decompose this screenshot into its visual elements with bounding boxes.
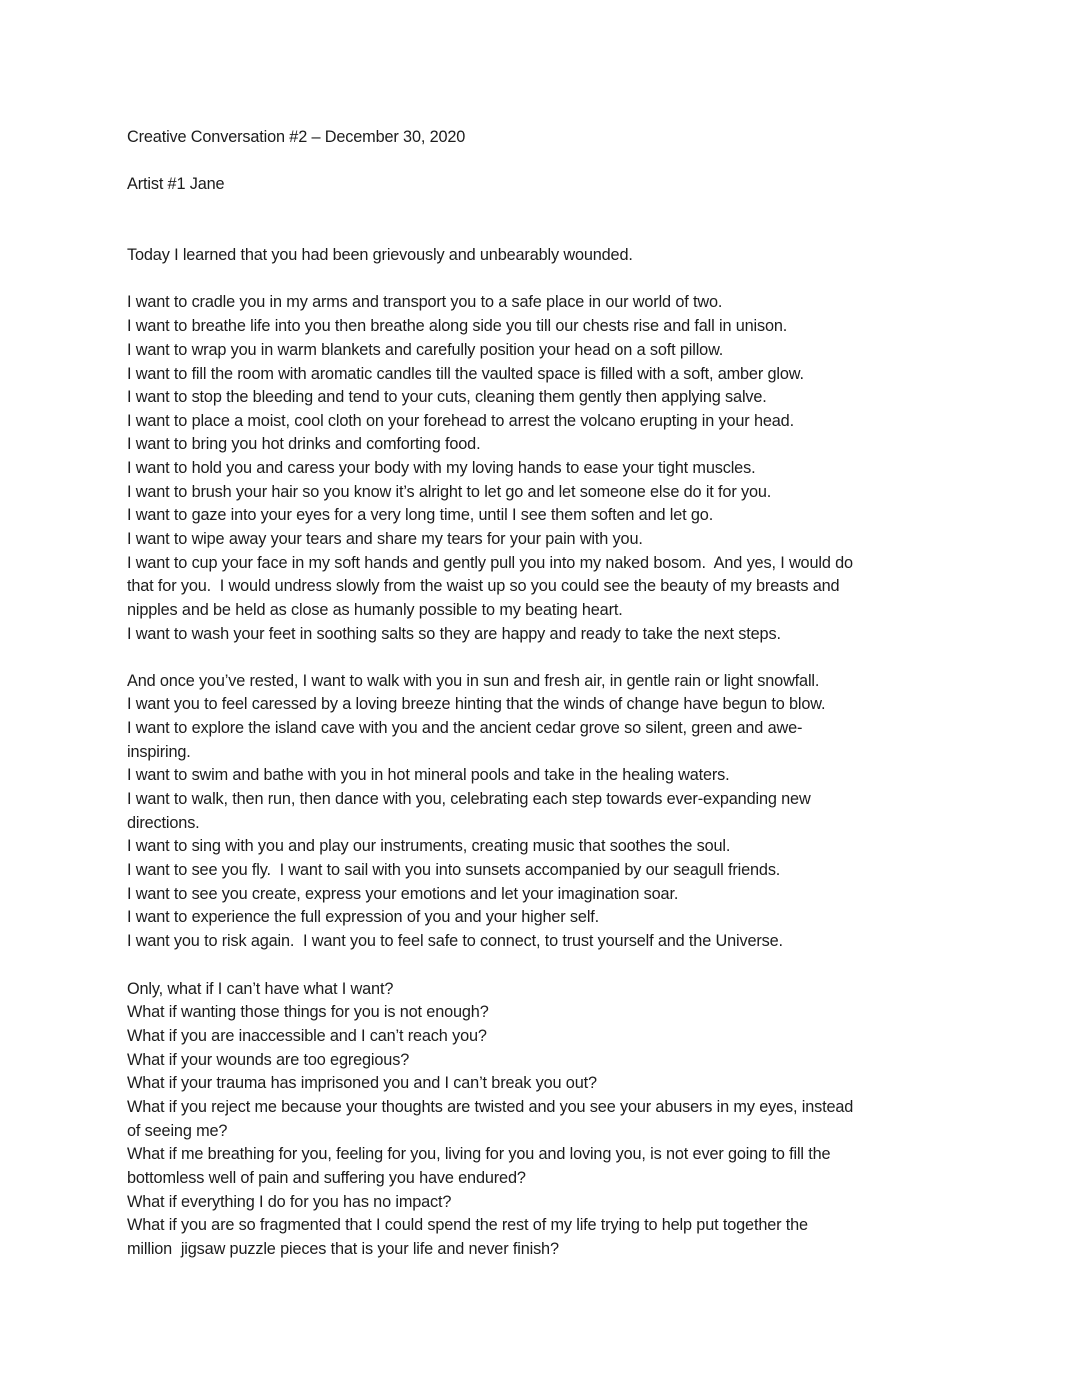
- text-line: I want to place a moist, cool cloth on your forehead to arrest the volcano erupting in your head.: [127, 412, 794, 430]
- text-line: I want to see you create, express your emotions and let your imagination soar.: [127, 885, 679, 903]
- text-line: I want to hold you and caress your body with my loving hands to ease your tight muscles.: [127, 459, 756, 477]
- text-line: I want to sing with you and play our instruments, creating music that soothes the soul.: [127, 837, 731, 855]
- text-line: What if your trauma has imprisoned you and I can’t break you out?: [127, 1074, 597, 1092]
- text-line: I want to gaze into your eyes for a very long time, until I see them soften and let go.: [127, 506, 714, 524]
- text-line: And once you’ve rested, I want to walk with you in sun and fresh air, in gentle rain or light snowfall.: [127, 672, 820, 690]
- text-line: nipples and be held as close as humanly possible to my beating heart.: [127, 601, 623, 619]
- text-line: I want to walk, then run, then dance with you, celebrating each step towards ever-expanding new: [127, 790, 811, 808]
- text-line: I want to wrap you in warm blankets and carefully position your head on a soft pillow.: [127, 341, 724, 359]
- text-line: What if everything I do for you has no impact?: [127, 1193, 452, 1211]
- text-line: that for you. I would undress slowly from the waist up so you could see the beauty of my breasts and: [127, 577, 840, 595]
- text-line: What if you reject me because your thoughts are twisted and you see your abusers in my eyes, instead: [127, 1098, 854, 1116]
- text-line: I want to fill the room with aromatic candles till the vaulted space is filled with a soft, amber glow.: [127, 365, 804, 383]
- text-line: What if wanting those things for you is not enough?: [127, 1003, 489, 1021]
- artist-label: Artist #1 Jane: [127, 175, 225, 193]
- text-line: bottomless well of pain and suffering you have endured?: [127, 1169, 526, 1187]
- text-line: of seeing me?: [127, 1122, 228, 1140]
- text-line: I want to cup your face in my soft hands and gently pull you into my naked bosom. And yes, I would do: [127, 554, 853, 572]
- text-line: I want to brush your hair so you know it’s alright to let go and let someone else do it for you.: [127, 483, 772, 501]
- text-line: inspiring.: [127, 743, 191, 761]
- text-line: Only, what if I can’t have what I want?: [127, 980, 394, 998]
- text-line: I want to wipe away your tears and share my tears for your pain with you.: [127, 530, 643, 548]
- text-line: What if me breathing for you, feeling for you, living for you and loving you, is not ever going to fill the: [127, 1145, 831, 1163]
- intro-paragraph: Today I learned that you had been grievously and unbearably wounded.: [127, 246, 633, 264]
- text-line: I want to see you fly. I want to sail with you into sunsets accompanied by our seagull friends.: [127, 861, 781, 879]
- text-line: I want to cradle you in my arms and transport you to a safe place in our world of two.: [127, 293, 723, 311]
- text-line: What if you are inaccessible and I can’t reach you?: [127, 1027, 487, 1045]
- text-line: I want to bring you hot drinks and comforting food.: [127, 435, 481, 453]
- text-line: I want to stop the bleeding and tend to your cuts, cleaning them gently then applying salve.: [127, 388, 767, 406]
- text-line: What if your wounds are too egregious?: [127, 1051, 410, 1069]
- text-line: directions.: [127, 814, 200, 832]
- text-line: million jigsaw puzzle pieces that is your life and never finish?: [127, 1240, 559, 1258]
- text-line: I want to wash your feet in soothing salts so they are happy and ready to take the next steps.: [127, 625, 781, 643]
- text-line: I want to breathe life into you then breathe along side you till our chests rise and fall in unison.: [127, 317, 788, 335]
- text-line: I want you to risk again. I want you to feel safe to connect, to trust yourself and the Universe.: [127, 932, 783, 950]
- text-line: I want to swim and bathe with you in hot mineral pools and take in the healing waters.: [127, 766, 730, 784]
- text-line: I want you to feel caressed by a loving breeze hinting that the winds of change have begun to blow.: [127, 695, 826, 713]
- document-title: Creative Conversation #2 – December 30, 2020: [127, 128, 466, 146]
- text-line: I want to experience the full expression of you and your higher self.: [127, 908, 600, 926]
- text-line: What if you are so fragmented that I could spend the rest of my life trying to help put together the: [127, 1216, 808, 1234]
- text-line: I want to explore the island cave with you and the ancient cedar grove so silent, green and awe-: [127, 719, 803, 737]
